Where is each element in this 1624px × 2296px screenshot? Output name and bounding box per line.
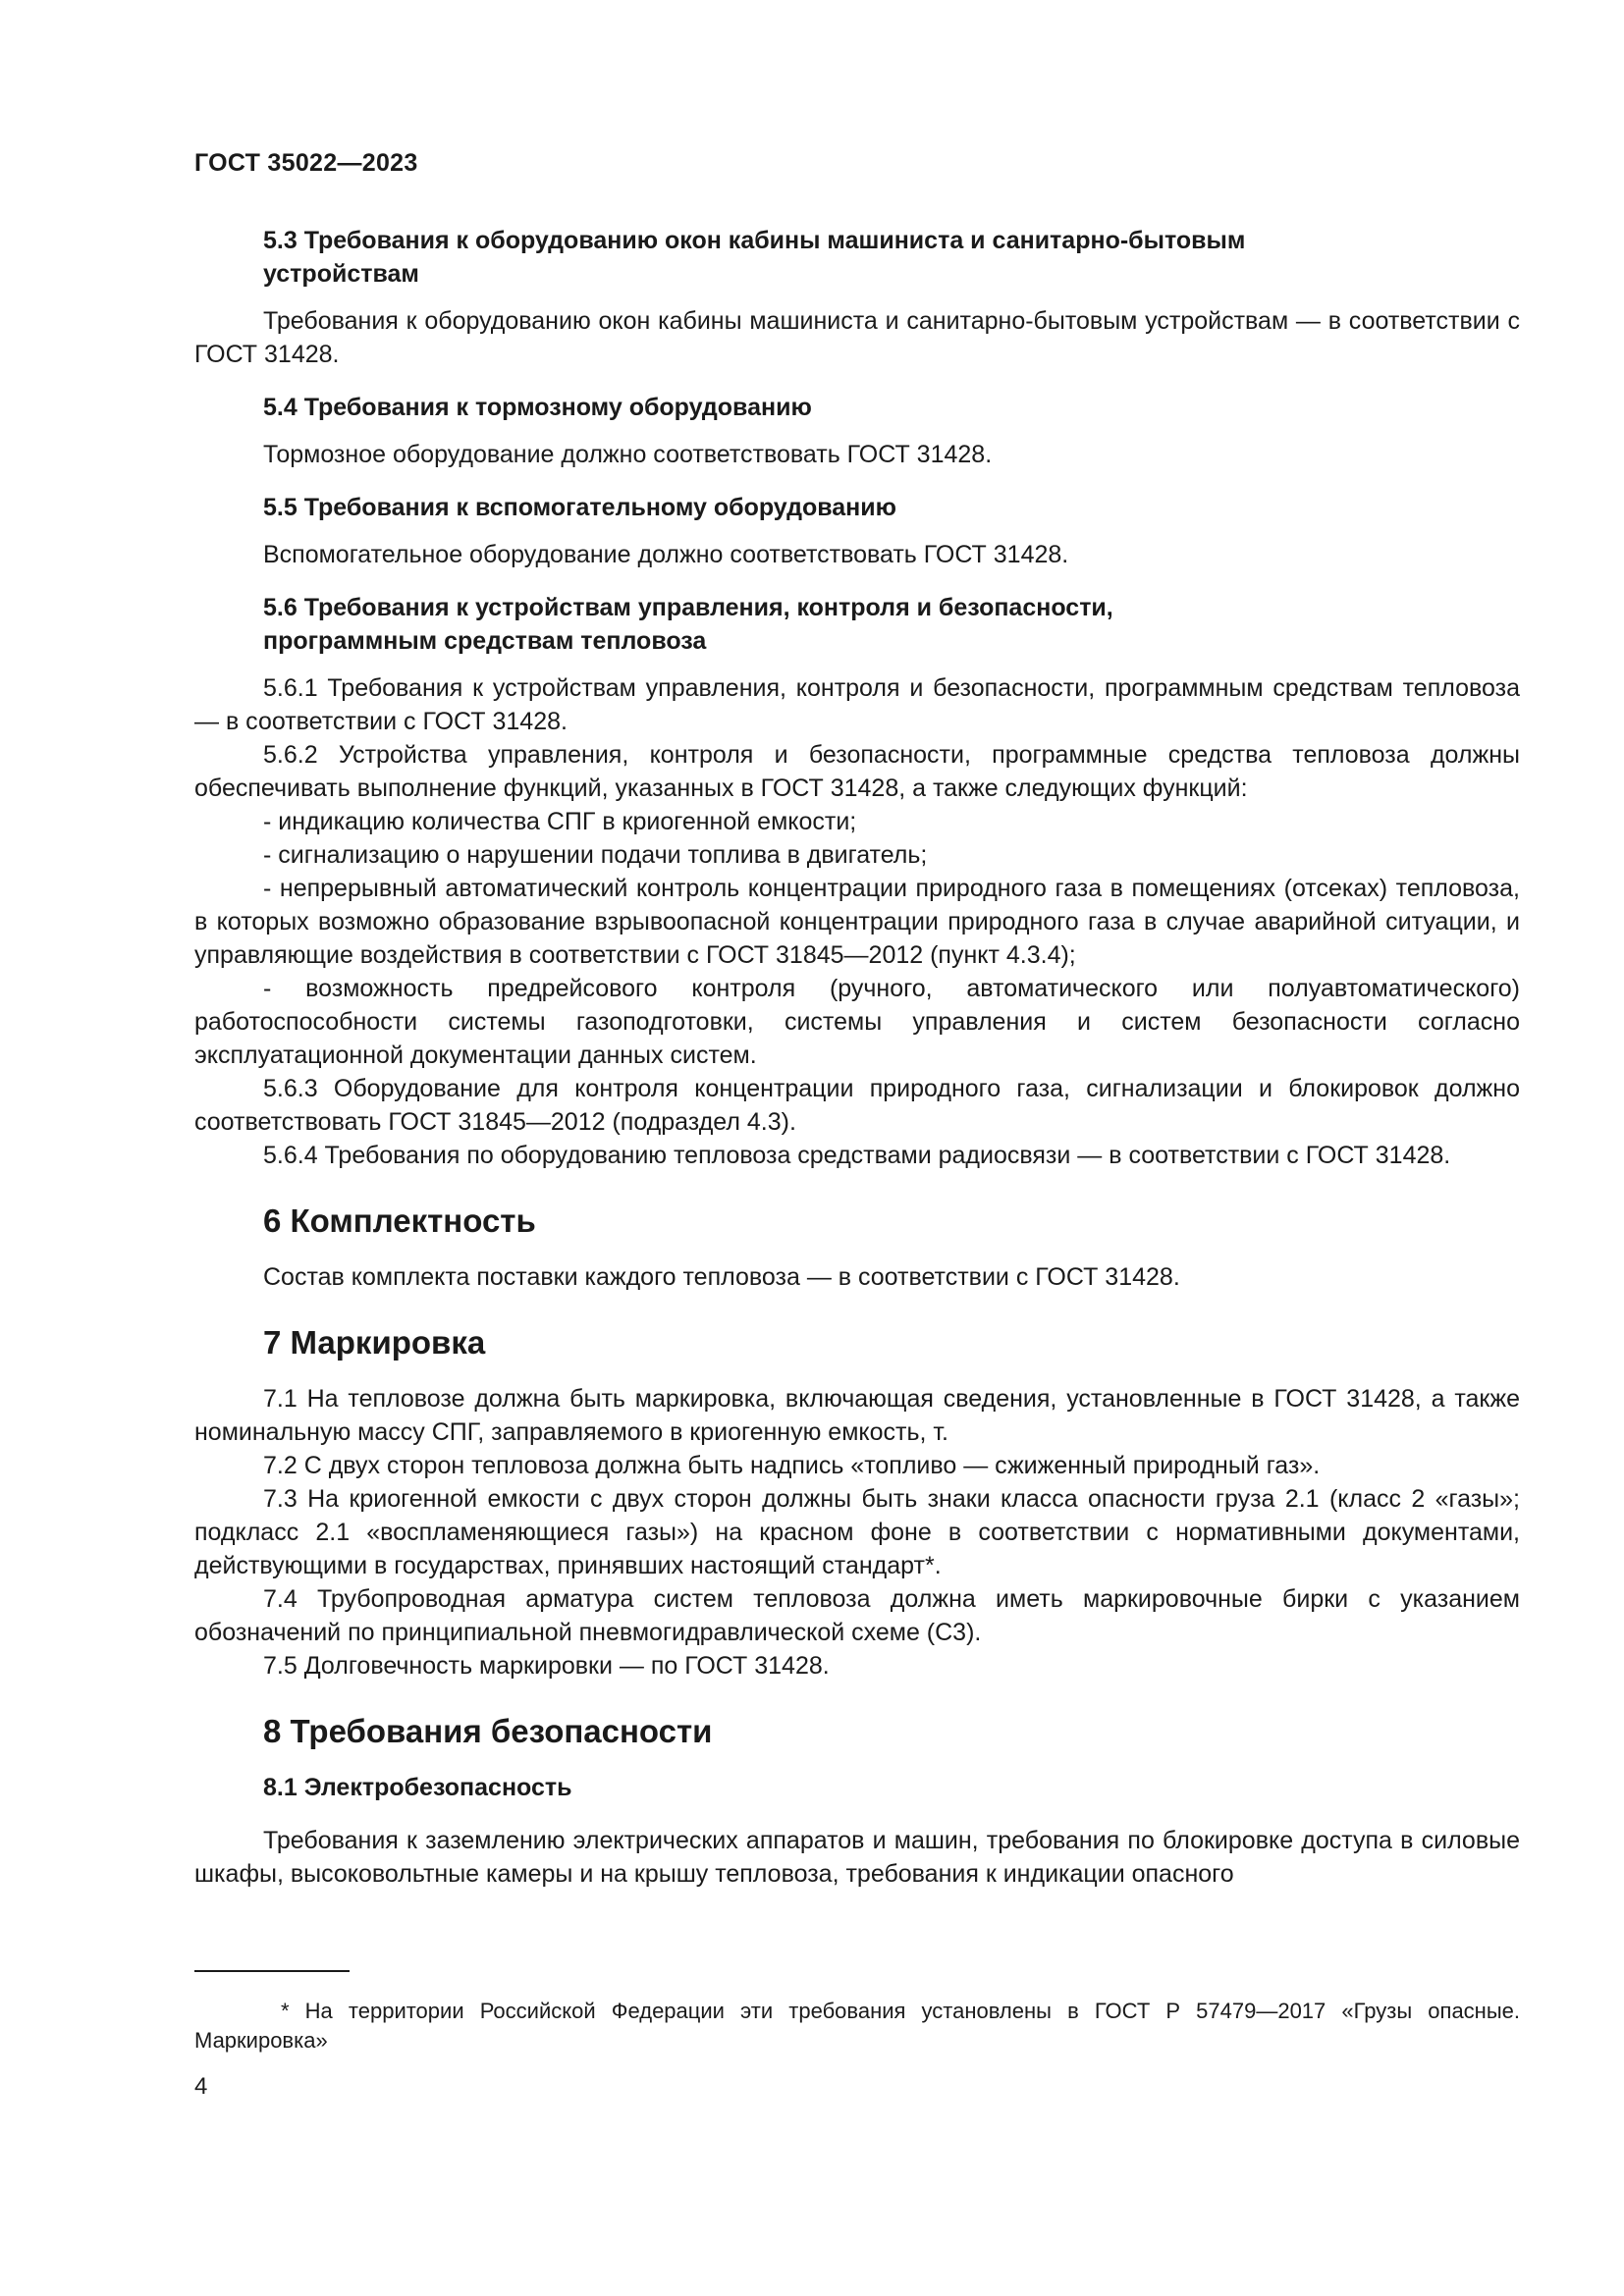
clause-5-6-3: 5.6.3 Оборудование для контроля концентрации природного газа, сигнализации и блокировок должно соответствовать ГОСТ 31845—2012 (подраздел 4.3). [194,1075,1520,1136]
footnote: * На территории Российской Федерации эти требования установлены в ГОСТ Р 57479—2017 «Грузы опасные. Маркировка» [194,1999,1520,2053]
section-5-5-title: 5.5 Требования к вспомогательному оборудованию [263,494,896,521]
clause-5-6-2: 5.6.2 Устройства управления, контроля и безопасности, программные средства тепловоза должны обеспечивать выполнение функций, указанных в ГОСТ 31428, а также следующих функций: [194,741,1520,802]
page-number: 4 [194,2073,208,2100]
section-8-1-title: 8.1 Электробезопасность [263,1774,572,1801]
section-8-1-text: Требования к заземлению электрических аппаратов и машин, требования по блокировке доступа в силовые шкафы, высоковольтные камеры и на крышу тепловоза, требования к индикации опасного [194,1827,1520,1888]
section-5-4-title: 5.4 Требования к тормозному оборудованию [263,394,812,421]
clause-7-5: 7.5 Долговечность маркировки — по ГОСТ 31428. [263,1652,830,1680]
section-8-title: 8 Требования безопасности [263,1713,713,1749]
clause-7-4: 7.4 Трубопроводная арматура систем тепловоза должна иметь маркировочные бирки с указанием обозначений по принципиальной пневмогидравлической схеме (С3). [194,1585,1520,1646]
list-item: - возможность предрейсового контроля (ручного, автоматического или полуавтоматического) работоспособности системы газоподготовки, системы управления и систем безопасности согласно эксплуатационной документации данных систем. [194,975,1520,1069]
section-6-title: 6 Комплектность [263,1202,536,1239]
list-item: - непрерывный автоматический контроль концентрации природного газа в помещениях (отсеках) тепловоза, в которых возможно образование взрывоопасной концентрации природного газа в случае аварийной ситуации, и управляющие воздействия в соответствии с ГОСТ 31845—2012 (пункт 4.3.4); [194,875,1520,969]
list-item: - сигнализацию о нарушении подачи топлива в двигатель; [263,841,928,869]
section-6-text: Состав комплекта поставки каждого тепловоза — в соответствии с ГОСТ 31428. [263,1263,1180,1291]
section-5-4-text: Тормозное оборудование должно соответствовать ГОСТ 31428. [263,441,993,468]
document-code: ГОСТ 35022—2023 [194,149,418,177]
clause-5-6-1: 5.6.1 Требования к устройствам управления, контроля и безопасности, программным средствам тепловоза — в соответствии с ГОСТ 31428. [194,674,1520,735]
clause-5-6-4: 5.6.4 Требования по оборудованию тепловоза средствами радиосвязи — в соответствии с ГОСТ 31428. [263,1142,1451,1169]
section-5-3-text: Требования к оборудованию окон кабины машиниста и санитарно-бытовым устройствам — в соответствии с ГОСТ 31428. [194,307,1520,368]
clause-7-3: 7.3 На криогенной емкости с двух сторон должны быть знаки класса опасности груза 2.1 (класс 2 «газы»; подкласс 2.1 «воспламеняющиеся газы») на красном фоне в соответствии с нормативными документами, действующими в государствах, принявших настоящий стандарт*. [194,1485,1520,1579]
footnote-separator [194,1970,350,1972]
page-content [194,224,1520,1891]
section-5-6-title: 5.6 Требования к устройствам управления, контроля и безопасности, программным средствам тепловоза [263,594,1113,655]
section-5-5-text: Вспомогательное оборудование должно соответствовать ГОСТ 31428. [263,541,1069,568]
section-7-title: 7 Маркировка [263,1324,486,1361]
clause-7-2: 7.2 С двух сторон тепловоза должна быть надпись «топливо — сжиженный природный газ». [263,1452,1321,1479]
list-item: - индикацию количества СПГ в криогенной емкости; [263,808,857,835]
section-5-3-title: 5.3 Требования к оборудованию окон кабины машиниста и санитарно-бытовым устройствам [263,227,1246,288]
clause-7-1: 7.1 На тепловозе должна быть маркировка, включающая сведения, установленные в ГОСТ 31428, а также номинальную массу СПГ, заправляемого в криогенную емкость, т. [194,1385,1520,1446]
